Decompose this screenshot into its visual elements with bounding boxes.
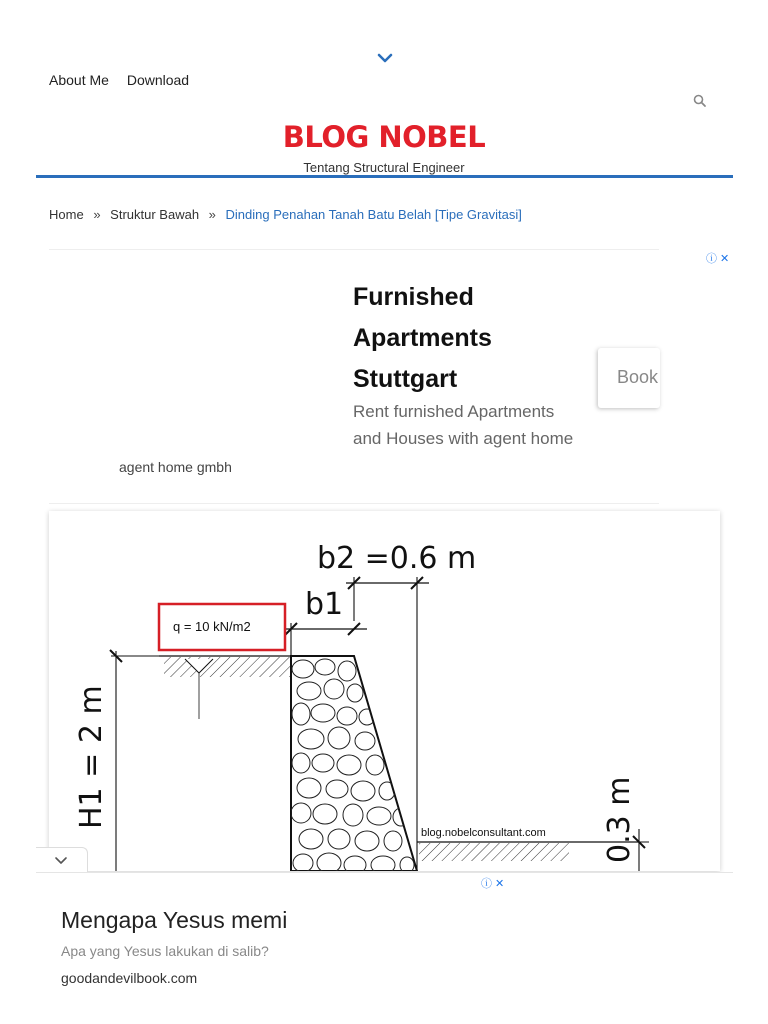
ad-headline[interactable]: Furnished Apartments Stuttgart [353, 283, 492, 393]
chevron-down-icon[interactable] [375, 50, 395, 66]
ad-choices-icon[interactable]: ⓘ ✕ [481, 878, 505, 890]
breadcrumb [49, 207, 522, 222]
load-label: q = 10 kN/m2 [173, 619, 251, 634]
search-icon[interactable] [692, 93, 708, 109]
breadcrumb-section[interactable]: Struktur Bawah [110, 207, 200, 222]
depth-dimension-label: 0.3 m [602, 776, 637, 863]
h1-dimension-label: H1 = 2 m [74, 685, 109, 829]
watermark-text: blog.nobelconsultant.com [421, 827, 546, 839]
breadcrumb-home[interactable]: Home [49, 207, 84, 222]
breadcrumb-separator: » [208, 207, 216, 222]
ad-banner-top[interactable] [49, 249, 659, 504]
site-title[interactable]: BLOG NOBEL [282, 120, 486, 154]
ad-banner-bottom[interactable] [36, 872, 733, 1024]
ad-advertiser[interactable]: agent home gmbh [119, 459, 232, 475]
retaining-wall-diagram [49, 511, 720, 871]
ad-book-button[interactable]: Book [598, 348, 660, 408]
b1-dimension-label: b1 [305, 587, 344, 622]
chevron-down-icon[interactable] [36, 848, 88, 874]
header-divider [36, 175, 733, 178]
ad-choices-icon[interactable]: ⓘ ✕ [706, 253, 730, 265]
top-navigation [49, 72, 203, 88]
breadcrumb-separator: » [93, 207, 101, 222]
nav-link-about-me[interactable]: About Me [49, 72, 109, 88]
nav-link-download[interactable]: Download [126, 72, 190, 88]
ad-headline[interactable]: Mengapa Yesus memi [61, 907, 288, 933]
ad-description[interactable]: Apa yang Yesus lakukan di salib? [61, 943, 269, 959]
site-tagline: Tentang Structural Engineer [303, 160, 465, 175]
retaining-wall-figure [49, 511, 720, 871]
ad-url[interactable]: goodandevilbook.com [61, 970, 198, 986]
b2-dimension-label: b2 =0.6 m [317, 541, 477, 576]
breadcrumb-current[interactable]: Dinding Penahan Tanah Batu Belah [Tipe Gravitasi] [225, 207, 522, 222]
ad-collapse-tab[interactable] [36, 847, 88, 873]
ad-description[interactable]: Rent furnished Apartments and Houses with agent home [353, 402, 574, 448]
